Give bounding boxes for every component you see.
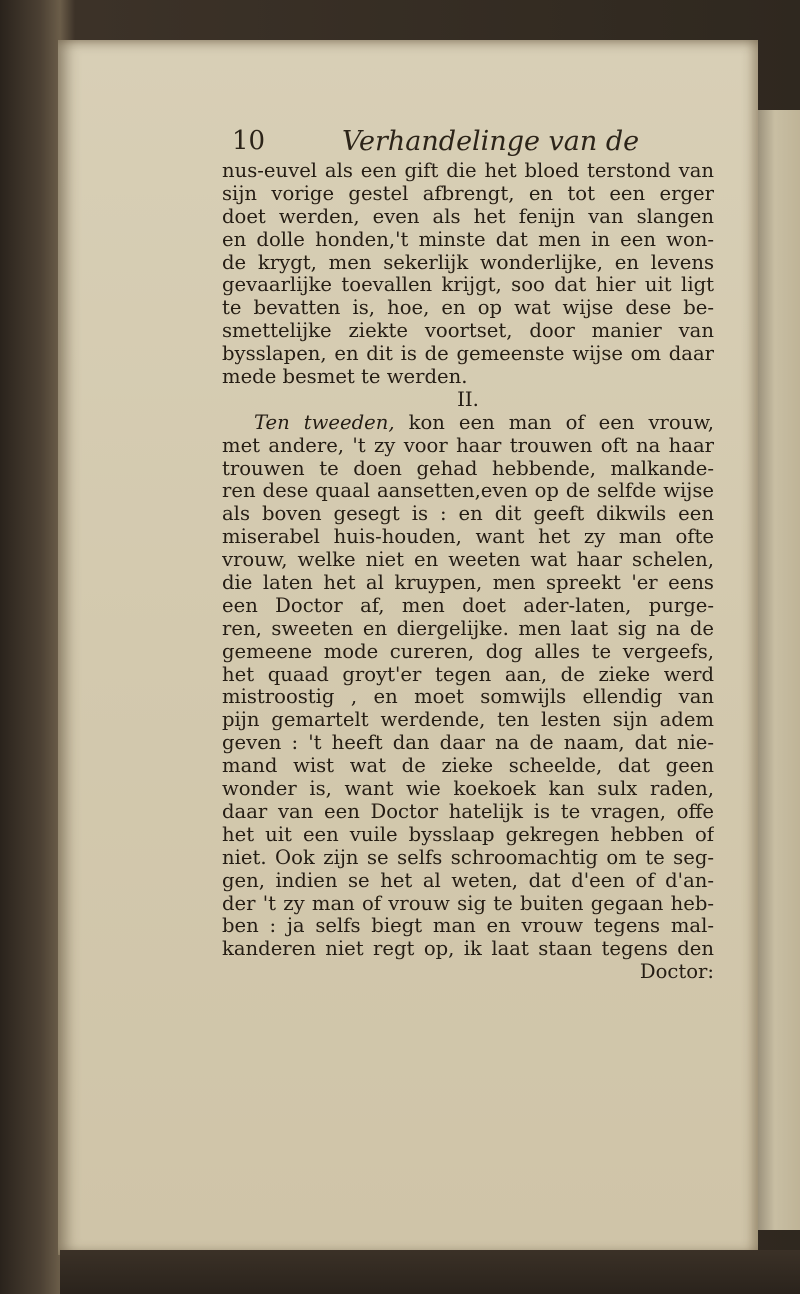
text-line: mistroostig , en moet somwijls ellendig van xyxy=(222,686,714,709)
section-first-line xyxy=(222,412,714,435)
text-line: het uit een vuile bysslaap gekregen hebben of xyxy=(222,823,714,846)
text-line: kanderen niet regt op, ik laat staan tegens den xyxy=(222,938,714,961)
text-line: smettelijke ziekte voortset, door manier van xyxy=(222,320,714,343)
text-line: nus-euvel als een gift die het bloed terstond van xyxy=(222,160,714,182)
text-line: als boven gesegt is : en dit geeft dikwils een xyxy=(222,503,714,526)
text-line: niet. Ook zijn se selfs schroomachtig om te seg- xyxy=(222,846,714,869)
body-text xyxy=(222,160,714,984)
text-line: ren dese quaal aansetten,even op de selfde wijse xyxy=(222,480,714,503)
text-line: de krygt, men sekerlijk wonderlijke, en levens xyxy=(222,251,714,274)
page-number: 10 xyxy=(232,126,266,156)
catchword: Doctor: xyxy=(639,961,714,984)
text-line: ben : ja selfs biegt man en vrouw tegens mal- xyxy=(222,915,714,938)
text-line: miserabel huis-houden, want het zy man ofte xyxy=(222,526,714,549)
text-line: trouwen te doen gehad hebbende, malkande- xyxy=(222,457,714,480)
text-line: daar van een Doctor hatelijk is te vragen, offe xyxy=(222,800,714,823)
text-line: pijn gemartelt werdende, ten lesten sijn adem xyxy=(222,709,714,732)
text-line: gevaarlijke toevallen krijgt, soo dat hier uit ligt xyxy=(222,274,714,297)
text-line: een Doctor af, men doet ader-laten, purge- xyxy=(222,594,714,617)
section-numeral: II. xyxy=(457,388,479,411)
text-line: mand wist wat de zieke scheelde, dat geen xyxy=(222,755,714,778)
text-line: met andere, 't zy voor haar trouwen oft na haar xyxy=(222,434,714,457)
text-line: te bevatten is, hoe, en op wat wijse dese be- xyxy=(222,297,714,320)
adjacent-page-edge xyxy=(758,110,800,1230)
text-line: ren, sweeten en diergelijke. men laat sig na de xyxy=(222,617,714,640)
text-line: wonder is, want wie koekoek kan sulx raden, xyxy=(222,778,714,801)
section-lead: Ten tweeden, xyxy=(254,411,395,434)
book-bottom-edge xyxy=(60,1250,800,1294)
text-line: die laten het al kruypen, men spreekt 'er eens xyxy=(222,572,714,595)
text-line: doet werden, even als het fenijn van slangen xyxy=(222,205,714,228)
text-line: mede besmet te werden. xyxy=(222,366,468,389)
text-line: bysslapen, en dit is de gemeenste wijse om daar xyxy=(222,343,714,366)
text-line: der 't zy man of vrouw sig te buiten gegaan heb- xyxy=(222,892,714,915)
text-line: geven : 't heeft dan daar na de naam, dat nie- xyxy=(222,732,714,755)
text-line: gemeene mode cureren, dog alles te vergeefs, xyxy=(222,640,714,663)
text-line: en dolle honden,'t minste dat men in een won- xyxy=(222,228,714,251)
text-line: vrouw, welke niet en weeten wat haar schelen, xyxy=(222,549,714,572)
text-line: sijn vorige gestel afbrengt, en tot een erger xyxy=(222,182,714,205)
running-title: Verhandelinge van de xyxy=(342,126,640,157)
section-first-line-text: kon een man of een vrouw, xyxy=(408,411,714,434)
text-line: het quaad groyt'er tegen aan, de zieke werd xyxy=(222,663,714,686)
text-line: gen, indien se het al weten, dat d'een of d'an- xyxy=(222,869,714,892)
